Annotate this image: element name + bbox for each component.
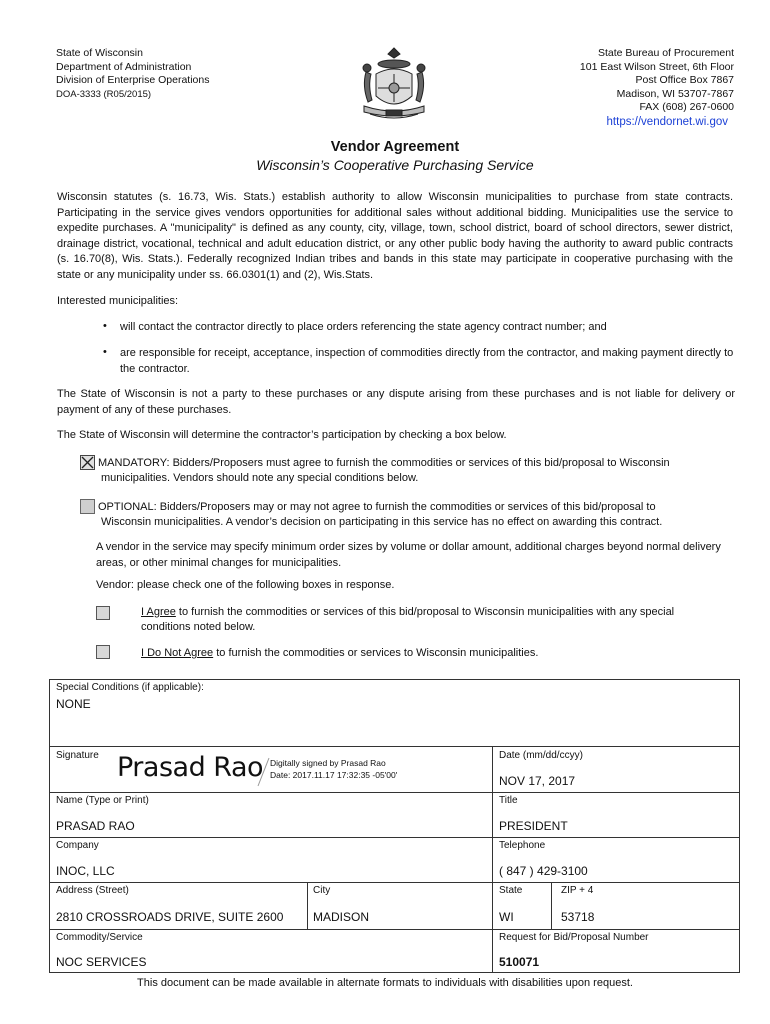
date-field[interactable]: NOV 17, 2017	[499, 774, 576, 788]
bureau-line: Post Office Box 7867	[635, 74, 734, 86]
optional-text-line1: OPTIONAL: Bidders/Proposers may or may not agree to furnish the commodities or services of this bid/proposal to	[98, 501, 656, 513]
vendor-check-instruction: Vendor: please check one of the following boxes in response.	[96, 579, 395, 591]
telephone-label: Telephone	[499, 840, 546, 851]
not-party-paragraph: The State of Wisconsin is not a party to these purchases or any dispute arising from these purchases and is not liable for delivery or payment of any of these purchases.	[57, 388, 735, 416]
state-label: State	[499, 885, 523, 896]
form-number: DOA-3333 (R05/2015)	[56, 88, 152, 100]
bureau-line: State Bureau of Procurement	[598, 47, 734, 59]
telephone-field[interactable]: ( 847 ) 429-3100	[499, 864, 588, 878]
signature-note	[270, 757, 397, 781]
optional-checkbox[interactable]	[80, 499, 95, 514]
agree-checkbox[interactable]	[96, 606, 110, 620]
bullet-item: are responsible for receipt, acceptance, inspection of commodities directly from the contractor, and making payment directly to the contractor.	[120, 347, 734, 375]
commodity-field[interactable]: NOC SERVICES	[56, 955, 147, 969]
special-conditions-field[interactable]: NONE	[56, 697, 91, 711]
bureau-line: Madison, WI 53707-7867	[616, 87, 734, 100]
agency-block	[56, 47, 210, 101]
agree-rest: to furnish the commodities or services of this bid/proposal to Wisconsin municipalities with any special	[175, 606, 675, 618]
agency-line: State of Wisconsin	[56, 47, 143, 59]
bureau-block	[580, 47, 734, 129]
agency-line: Department of Administration	[56, 60, 192, 73]
commodity-label: Commodity/Service	[56, 932, 143, 943]
agree-link: I Agree	[141, 606, 176, 618]
city-label: City	[313, 885, 331, 896]
optional-text-line2: Wisconsin municipalities. A vendor’s decision on participating in this service has no effect on awarding this contract.	[101, 516, 663, 528]
signature-note-line: Digitally signed by Prasad Rao	[270, 758, 386, 768]
bureau-line: FAX (608) 267-0600	[639, 101, 734, 113]
accessibility-footer: This document can be made available in alternate formats to individuals with disabilities upon request.	[137, 977, 633, 989]
mandatory-text-line2: municipalities. Vendors should note any special conditions below.	[101, 472, 419, 484]
zip-label: ZIP + 4	[561, 885, 594, 896]
intro-paragraph: Wisconsin statutes (s. 16.73, Wis. Stats.) establish authority to allow Wisconsin municipalities to purchase from state contracts. Participating in the service gives vendors opportunities for additional sales without additional bidding. Municipalities use the service to expedite purchases. A "municipality" is defined as any county, city, village, town, school district, board of school directors, sewer district, drainage district, vocational, technical and adult education district, or any other public body having the authority to award public contracts (s. 16.70(8), Wis. Stats.). Federally recognized Indian tribes and bands in this state may participate in cooperative purchasing with the state or any municipality under ss. 66.0301(1) and (2), Wis.Stats.	[57, 191, 733, 281]
signature-label: Signature	[56, 750, 99, 761]
interested-label: Interested municipalities:	[57, 295, 179, 307]
state-field[interactable]: WI	[499, 910, 514, 924]
name-field[interactable]: PRASAD RAO	[56, 819, 135, 833]
address-label: Address (Street)	[56, 885, 129, 896]
date-label: Date (mm/dd/ccyy)	[499, 750, 583, 761]
request-number-field[interactable]: 510071	[499, 955, 540, 969]
bullet-icon: •	[103, 346, 107, 358]
signature-field[interactable]: Prasad Rao	[117, 752, 264, 783]
name-label: Name (Type or Print)	[56, 795, 149, 806]
vendornet-link[interactable]: https://vendornet.wi.gov	[606, 115, 728, 128]
bullet-icon: •	[103, 320, 107, 332]
disagree-checkbox[interactable]	[96, 645, 110, 659]
company-label: Company	[56, 840, 99, 851]
disagree-text	[141, 646, 538, 662]
page-title: Vendor Agreement	[330, 139, 460, 155]
signature-divider-icon	[255, 756, 271, 788]
bureau-line: 101 East Wilson Street, 6th Floor	[579, 60, 734, 73]
request-number-label: Request for Bid/Proposal Number	[499, 932, 649, 943]
mandatory-checkbox[interactable]	[80, 455, 95, 470]
company-field[interactable]: INOC, LLC	[56, 864, 115, 878]
wisconsin-seal-icon	[356, 44, 432, 124]
agree-text	[141, 605, 674, 621]
page-subtitle: Wisconsin’s Cooperative Purchasing Service	[256, 157, 534, 173]
city-field[interactable]: MADISON	[313, 910, 370, 924]
bullet-item: will contact the contractor directly to place orders referencing the state agency contract number; and	[120, 321, 607, 333]
determine-paragraph: The State of Wisconsin will determine the contractor’s participation by checking a box below.	[57, 429, 507, 441]
address-field[interactable]: 2810 CROSSROADS DRIVE, SUITE 2600	[56, 910, 284, 924]
disagree-link: I Do Not Agree	[141, 647, 214, 659]
zip-field[interactable]: 53718	[561, 910, 595, 924]
agency-line: Division of Enterprise Operations	[56, 74, 210, 86]
mandatory-text-line1: MANDATORY: Bidders/Proposers must agree to furnish the commodities or services of this bid/proposal to Wisconsin	[98, 457, 670, 469]
vendor-minimum-paragraph: A vendor in the service may specify minimum order sizes by volume or dollar amount, additional charges beyond normal delivery areas, or other minimal changes for municipalities.	[96, 541, 721, 569]
title-label: Title	[499, 795, 518, 806]
title-field[interactable]: PRESIDENT	[499, 819, 568, 833]
vendor-info-form	[49, 679, 740, 973]
disagree-rest: to furnish the commodities or services to Wisconsin municipalities.	[213, 647, 539, 659]
agree-text-line2: conditions noted below.	[141, 621, 256, 633]
signature-note-line: Date: 2017.11.17 17:32:35 -05'00'	[270, 770, 398, 780]
special-conditions-label: Special Conditions (if applicable):	[56, 682, 204, 693]
